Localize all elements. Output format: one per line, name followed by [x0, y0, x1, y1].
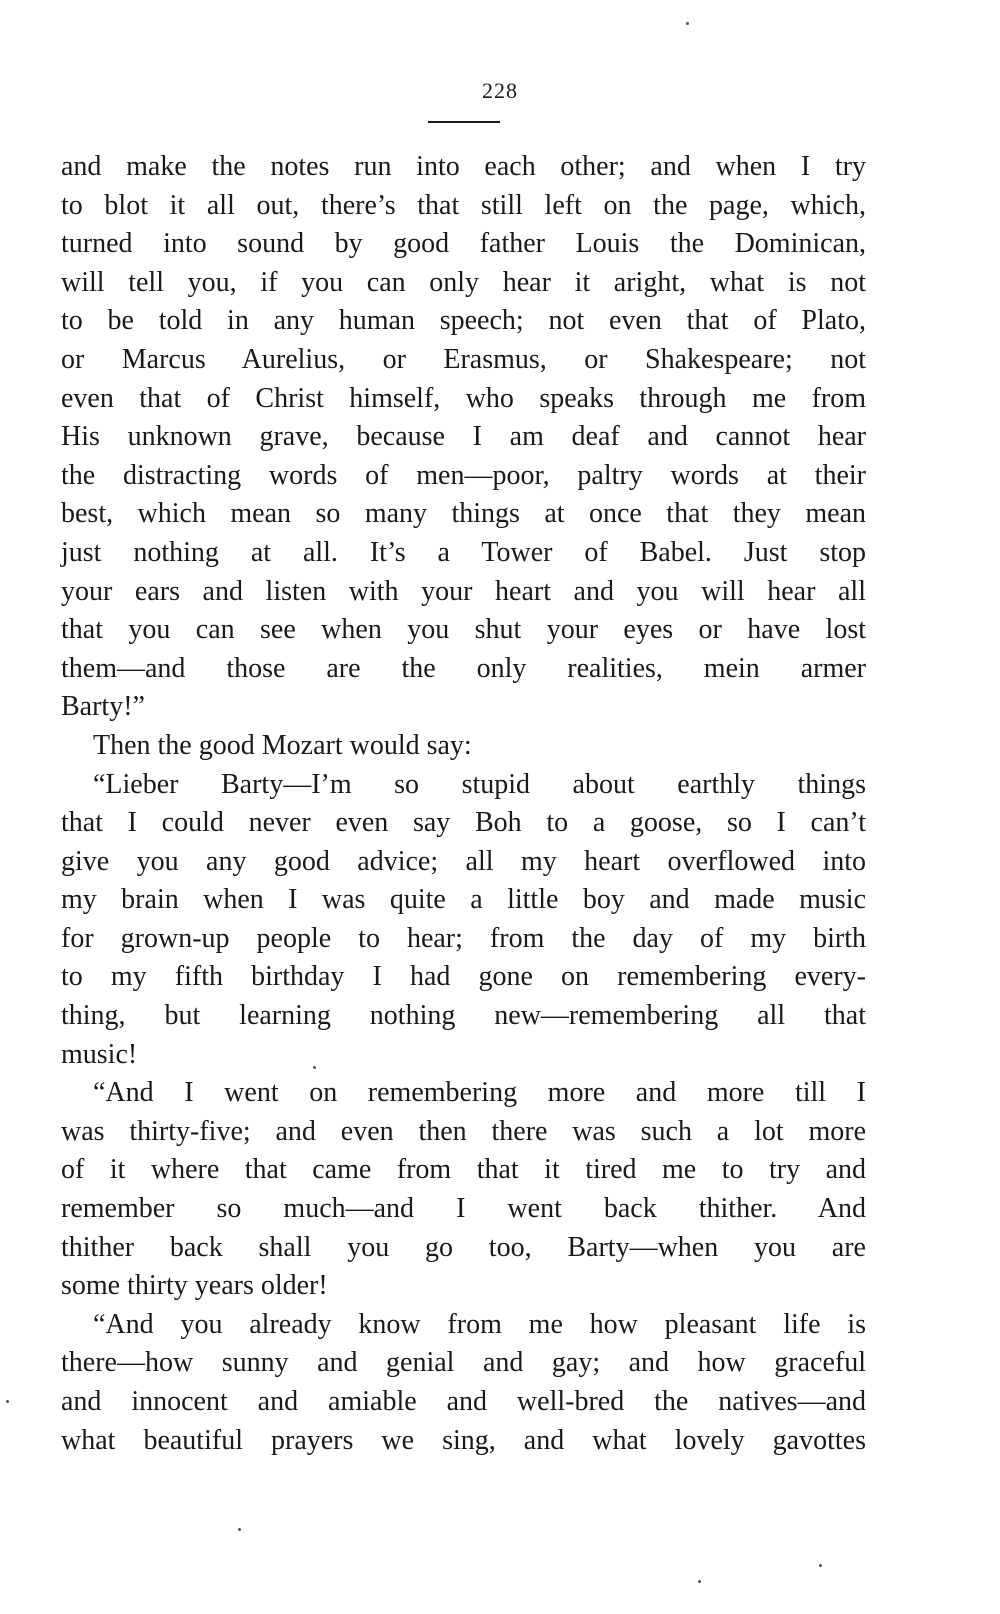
text-line: that you can see when you shut your eyes or have lost — [61, 614, 866, 646]
header-rule — [428, 121, 500, 123]
text-line: for grown-up people to hear; from the day of my birth — [61, 922, 866, 954]
text-line: will tell you, if you can only hear it aright, what is not — [61, 266, 866, 298]
text-line: thither back shall you go too, Barty—when you are — [61, 1231, 866, 1263]
text-line: or Marcus Aurelius, or Erasmus, or Shakespeare; not — [61, 343, 866, 375]
text-line: thing, but learning nothing new—remembering all that — [61, 1000, 866, 1032]
text-line: His unknown grave, because I am deaf and cannot hear — [61, 421, 866, 453]
text-line: was thirty-five; and even then there was such a lot more — [61, 1115, 866, 1147]
text-line: Barty!” — [61, 691, 145, 723]
text-line: best, which mean so many things at once that they mean — [61, 498, 866, 530]
text-line: remember so much—and I went back thither. And — [61, 1193, 866, 1225]
text-line: to blot it all out, there’s that still left on the page, which, — [61, 189, 866, 221]
text-line: even that of Christ himself, who speaks through me from — [61, 382, 866, 414]
text-line: some thirty years older! — [61, 1270, 328, 1302]
text-line: and make the notes run into each other; and when I try — [61, 151, 866, 182]
text-line: of it where that came from that it tired me to try and — [61, 1154, 866, 1186]
text-line: just nothing at all. It’s a Tower of Babel. Just stop — [61, 536, 866, 568]
text-line: turned into sound by good father Louis the Dominican, — [61, 228, 866, 260]
text-line: that I could never even say Boh to a goose, so I can’t — [61, 807, 866, 839]
text-line: your ears and listen with your heart and you will hear all — [61, 575, 866, 607]
text-line: there—how sunny and genial and gay; and how graceful — [61, 1347, 866, 1379]
body-text — [61, 148, 866, 1460]
print-speck — [698, 1580, 701, 1583]
text-line: give you any good advice; all my heart overflowed into — [61, 845, 866, 877]
text-line: music! — [61, 1038, 138, 1070]
text-line: and innocent and amiable and well-bred the natives—and — [61, 1386, 866, 1417]
text-line: the distracting words of men—poor, paltry words at their — [61, 459, 866, 491]
text-line: Then the good Mozart would say: — [93, 729, 472, 761]
text-line: my brain when I was quite a little boy and made music — [61, 884, 866, 916]
text-line: “Lieber Barty—I’m so stupid about earthly things — [93, 768, 866, 800]
text-line: them—and those are the only realities, mein armer — [61, 652, 866, 684]
print-speck — [6, 1400, 9, 1403]
print-speck — [686, 22, 689, 25]
text-line: what beautiful prayers we sing, and what lovely gavottes — [61, 1424, 866, 1456]
text-line: “And I went on remembering more and more till I — [93, 1077, 866, 1109]
page-number: 228 — [482, 78, 518, 103]
print-speck — [313, 1066, 316, 1069]
print-speck — [819, 1564, 822, 1567]
text-line: to my fifth birthday I had gone on remembering every- — [61, 961, 866, 993]
print-speck — [238, 1528, 241, 1531]
text-line: “And you already know from me how pleasant life is — [93, 1308, 866, 1340]
text-line: to be told in any human speech; not even that of Plato, — [61, 305, 866, 337]
